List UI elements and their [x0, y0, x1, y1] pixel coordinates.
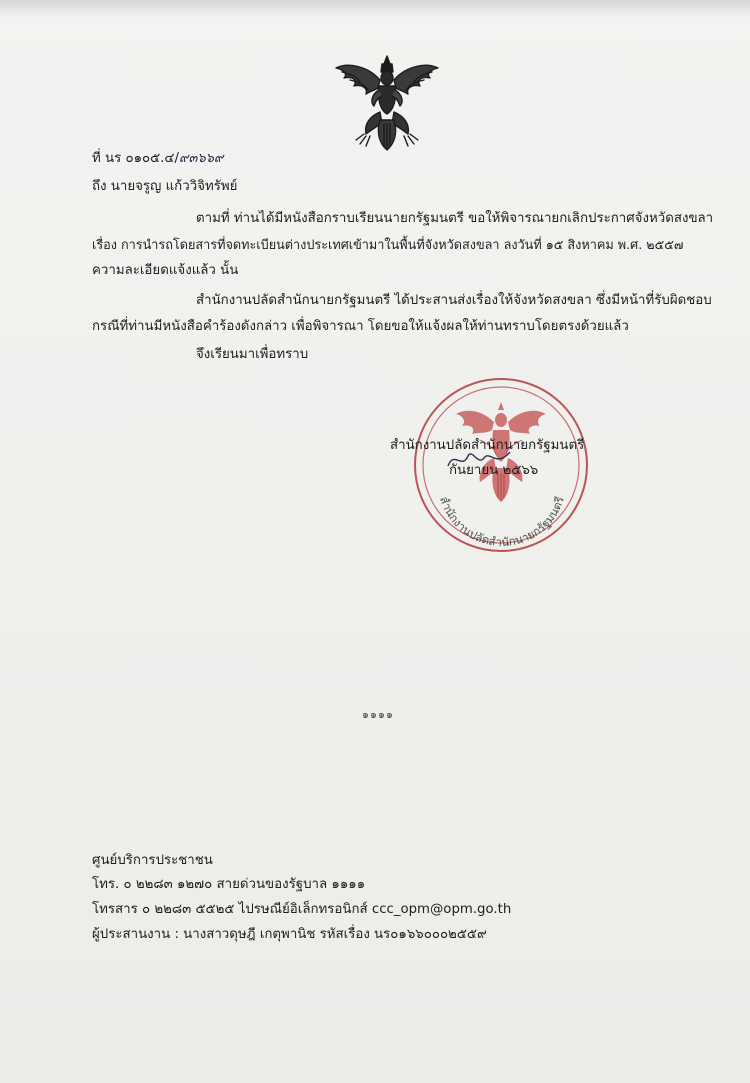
garuda-emblem-icon: [330, 54, 444, 154]
paragraph-2-line-1: สำนักงานปลัดสำนักนายกรัฐมนตรี ได้ประสานส่งเรื่องให้จังหวัดสงขลา ซึ่งมีหน้าที่รับผิดชอบ: [196, 293, 712, 308]
reference-number: [92, 150, 223, 168]
svg-text:สำนักงานปลัดสำนักนายกรัฐมนตรี: [437, 494, 567, 549]
paragraph-1-line-2: เรื่อง การนำรถโดยสารที่จดทะเบียนต่างประเทศเข้ามาในพื้นที่จังหวัดสงขลา ลงวันที่ ๑๕ สิงหาคม พ.ศ. ๒๕๕๗: [92, 237, 684, 252]
closing-line: จึงเรียนมาเพื่อทราบ: [196, 347, 309, 362]
footer-coordinator: ผู้ประสานงาน : นางสาวดุษฎี เกตุพานิช รหัสเรื่อง นร๐๑๖๖๐๐๐๒๕๕๙: [92, 927, 487, 942]
footer-phone: โทร. ๐ ๒๒๘๓ ๑๒๗๐ สายด่วนของรัฐบาล ๑๑๑๑: [92, 877, 366, 892]
recipient-line: ถึง นายจรูญ แก้ววิจิทรัพย์: [92, 179, 238, 194]
seal-text: สำนักงานปลัดสำนักนายกรัฐมนตรี: [436, 494, 567, 550]
reference-handwritten: ๙๓๖๖๙: [178, 151, 224, 166]
paragraph-2-line-2: กรณีที่ท่านมีหนังสือคำร้องดังกล่าว เพื่อพิจารณา โดยขอให้แจ้งผลให้ท่านทราบโดยตรงด้วยแล้ว: [92, 319, 629, 334]
footer-department: ศูนย์บริการประชาชน: [92, 853, 213, 868]
scan-edge-shadow: [0, 0, 750, 18]
footer-fax-email: โทรสาร ๐ ๒๒๘๓ ๕๕๒๕ ไปรษณีย์อิเล็กทรอนิกส์ ccc_opm@opm.go.th: [92, 902, 512, 917]
letter-date: กันยายน ๒๕๖๖: [449, 463, 539, 478]
sender-name: สำนักงานปลัดสำนักนายกรัฐมนตรี: [390, 438, 585, 453]
paragraph-1-line-1: ตามที่ ท่านได้มีหนังสือกราบเรียนนายกรัฐมนตรี ขอให้พิจารณายกเลิกประกาศจังหวัดสงขลา: [196, 211, 714, 226]
center-mark: ๑๑๑๑: [362, 708, 394, 721]
reference-label: ที่ นร ๐๑๐๕.๔/: [92, 151, 179, 166]
paragraph-1-line-3: ความละเอียดแจ้งแล้ว นั้น: [92, 263, 239, 278]
